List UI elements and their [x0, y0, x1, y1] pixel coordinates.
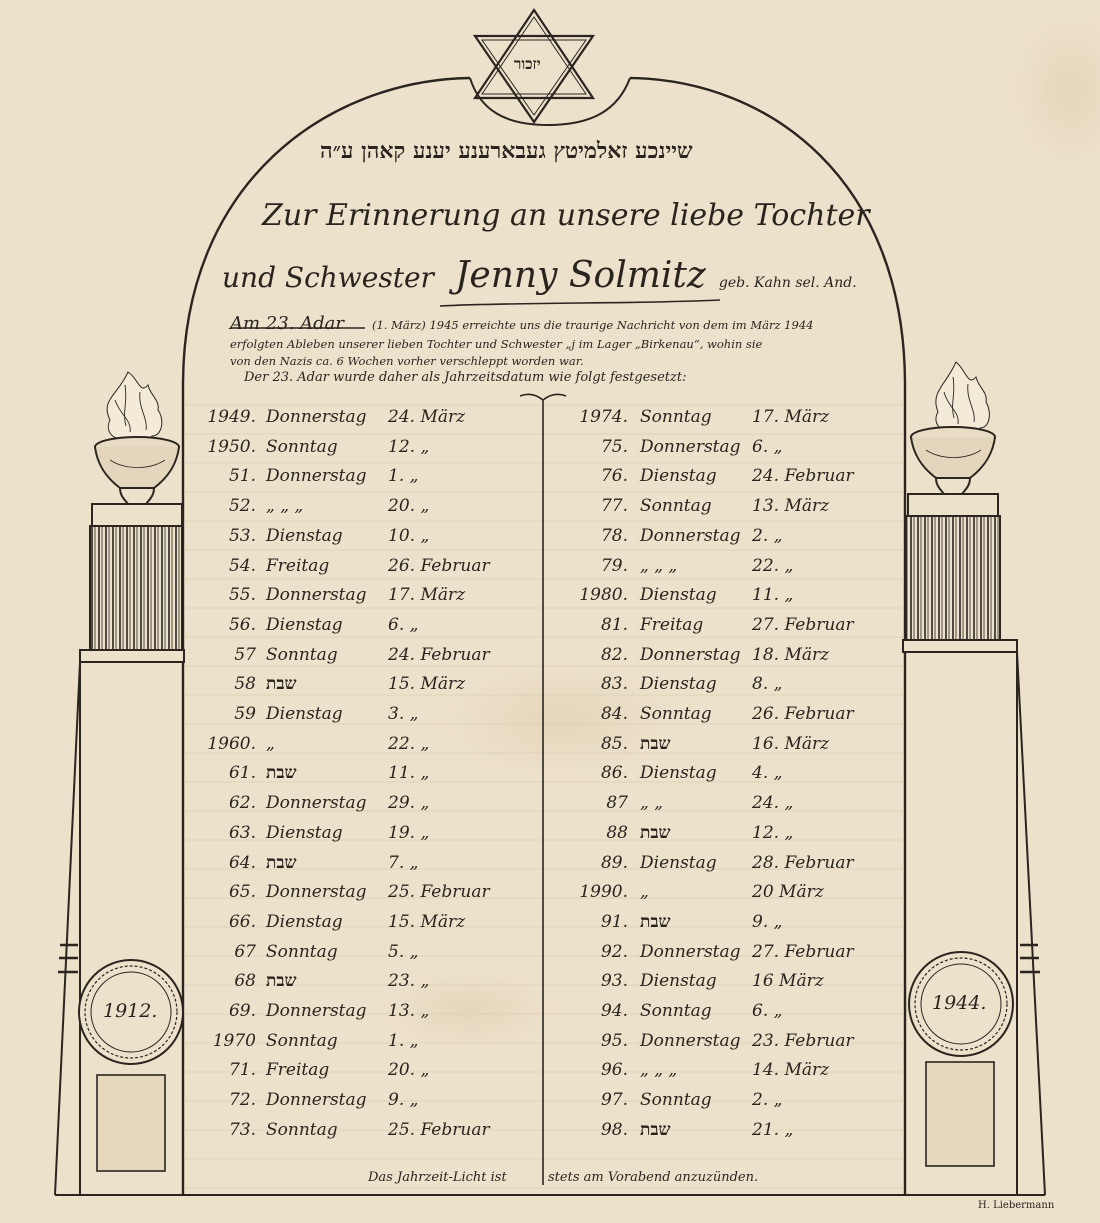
row-year: 51. [228, 466, 256, 487]
row-date: 2. „ [752, 1090, 783, 1111]
row-date: 13. März [752, 496, 830, 517]
row-weekday: Donnerstag [266, 466, 367, 487]
row-date: 27. Februar [752, 614, 854, 635]
row-year: 82. [600, 644, 628, 665]
row-year: 1960. [207, 733, 256, 754]
row-date: 23. Februar [752, 1030, 854, 1051]
row-date: 20 März [752, 882, 824, 903]
row-year: 76. [600, 466, 628, 487]
row-weekday: שבת [266, 971, 297, 992]
row-year: 67 [234, 941, 256, 962]
row-year: 69. [228, 1001, 256, 1021]
row-date: 11. „ [752, 585, 794, 606]
intro-line-1: (1. März) 1945 erreichte uns die traurige Nachricht von dem im März 1944 [372, 318, 814, 332]
row-weekday: שבת [640, 733, 671, 754]
row-date: 4. „ [752, 763, 783, 784]
row-date: 28. Februar [752, 852, 854, 873]
row-year: 97. [600, 1090, 628, 1111]
row-year: 98. [600, 1119, 628, 1140]
row-weekday: Sonntag [266, 941, 338, 962]
row-weekday: שבת [640, 822, 671, 843]
row-year: 1974. [579, 407, 628, 427]
row-weekday: Sonntag [266, 436, 338, 457]
row-date: 14. März [752, 1060, 830, 1081]
row-date: 29. „ [388, 793, 430, 814]
row-weekday: Dienstag [266, 822, 343, 843]
row-weekday: Dienstag [266, 704, 343, 724]
row-year: 1950. [207, 436, 256, 457]
footer-right: stets am Vorabend anzuzünden. [548, 1170, 759, 1185]
birth-year: 1912. [103, 1000, 158, 1022]
honoree-name: Jenny Solmitz [455, 255, 706, 296]
row-date: 17. März [752, 407, 830, 427]
row-date: 3. „ [388, 704, 419, 724]
row-weekday: Freitag [640, 614, 704, 635]
row-date: 12. „ [388, 436, 430, 457]
title-suffix: geb. Kahn sel. And. [718, 275, 857, 291]
row-weekday: Sonntag [266, 1119, 338, 1140]
row-date: 20. „ [388, 496, 430, 517]
row-weekday: Dienstag [640, 971, 717, 992]
row-date: 1. „ [388, 466, 419, 487]
row-weekday: Freitag [266, 555, 330, 576]
row-year: 53. [228, 525, 256, 546]
row-year: 91. [600, 911, 628, 932]
row-year: 66. [228, 911, 256, 932]
row-year: 55. [228, 585, 256, 606]
row-year: 64. [228, 852, 256, 873]
row-weekday: שבת [640, 911, 671, 932]
row-weekday: Dienstag [266, 525, 343, 546]
row-date: 12. „ [752, 822, 794, 843]
row-weekday: Dienstag [266, 911, 343, 932]
row-year: 94. [600, 1001, 628, 1021]
row-year: 52. [228, 496, 256, 517]
row-year: 87 [606, 793, 628, 814]
row-year: 62. [228, 793, 256, 814]
row-weekday: „ „ [640, 793, 664, 814]
row-date: 8. „ [752, 674, 783, 695]
death-year: 1944. [932, 992, 987, 1014]
row-year: 73. [228, 1119, 256, 1140]
row-year: 83. [600, 674, 628, 695]
row-date: 17. März [388, 585, 466, 606]
row-year: 1990. [579, 882, 628, 903]
row-year: 77. [600, 496, 628, 517]
row-date: 24. März [388, 407, 466, 427]
row-year: 1980. [579, 585, 628, 606]
row-weekday: Donnerstag [640, 1030, 741, 1051]
row-date: 21. „ [752, 1119, 794, 1140]
row-weekday: Dienstag [640, 466, 717, 487]
hebrew-dedication: שיינכע זאלמיטץ געבארענע יענע קאהן ע״ה [320, 138, 693, 164]
row-year: 79. [600, 555, 628, 576]
row-year: 59 [234, 704, 256, 724]
row-weekday: שבת [266, 674, 297, 695]
row-weekday: Dienstag [640, 585, 717, 606]
row-date: 16 März [752, 971, 824, 992]
row-year: 72. [228, 1090, 256, 1111]
row-year: 96. [600, 1060, 628, 1081]
row-year: 65. [228, 882, 256, 903]
row-date: 25. Februar [388, 1119, 490, 1140]
row-date: 5. „ [388, 941, 419, 962]
row-year: 54. [228, 555, 256, 576]
row-weekday: Sonntag [640, 704, 712, 724]
row-date: 6. „ [752, 436, 783, 457]
row-year: 71. [228, 1060, 256, 1081]
footer-left: Das Jahrzeit-Licht ist [368, 1170, 507, 1185]
row-year: 68 [234, 971, 256, 992]
row-weekday: Dienstag [640, 852, 717, 873]
row-weekday: „ „ „ [640, 555, 678, 576]
row-weekday: Donnerstag [266, 882, 367, 903]
row-date: 13. „ [388, 1001, 430, 1021]
row-date: 25. Februar [388, 882, 490, 903]
row-weekday: שבת [266, 763, 297, 784]
row-year: 1970 [212, 1030, 256, 1051]
row-date: 7. „ [388, 852, 419, 873]
row-date: 18. März [752, 644, 830, 665]
row-date: 20. „ [388, 1060, 430, 1081]
intro-line-3: von den Nazis ca. 6 Wochen vorher verschleppt worden war. [230, 354, 584, 368]
signature: H. Liebermann [978, 1200, 1055, 1211]
row-year: 85. [600, 733, 628, 754]
row-weekday: Sonntag [640, 407, 712, 427]
row-date: 24. Februar [752, 466, 854, 487]
row-year: 75. [600, 436, 628, 457]
row-date: 23. „ [388, 971, 430, 992]
row-date: 16. März [752, 733, 830, 754]
row-weekday: שבת [266, 852, 297, 873]
row-year: 86. [600, 763, 628, 784]
row-year: 61. [228, 763, 256, 784]
row-weekday: Donnerstag [640, 525, 741, 546]
row-year: 88 [606, 822, 628, 843]
row-date: 10. „ [388, 525, 430, 546]
row-year: 84. [600, 704, 628, 724]
row-date: 26. Februar [752, 704, 854, 724]
row-weekday: Donnerstag [640, 644, 741, 665]
row-year: 89. [600, 852, 628, 873]
intro-line-2: erfolgten Ableben unserer lieben Tochter und Schwester „j im Lager „Birkenau“, wohin sie [230, 337, 763, 351]
row-year: 78. [600, 525, 628, 546]
row-weekday: Sonntag [640, 496, 712, 517]
row-weekday: Donnerstag [640, 436, 741, 457]
title-line-1: Zur Erinnerung an unsere liebe Tochter [262, 198, 870, 233]
row-weekday: שבת [640, 1119, 671, 1140]
row-year: 92. [600, 941, 628, 962]
row-weekday: Sonntag [266, 1030, 338, 1051]
intro-line-4: Der 23. Adar wurde daher als Jahrzeitsdatum wie folgt festgesetzt: [244, 370, 687, 385]
row-weekday: „ [640, 882, 649, 903]
row-date: 19. „ [388, 822, 430, 843]
row-year: 81. [600, 614, 628, 635]
row-date: 11. „ [388, 763, 430, 784]
star-inscription: יזכור [514, 55, 541, 73]
row-date: 15. März [388, 911, 466, 932]
row-weekday: Sonntag [640, 1090, 712, 1111]
row-date: 24. Februar [388, 644, 490, 665]
row-date: 1. „ [388, 1030, 419, 1051]
intro-date: Am 23. Adar [230, 313, 344, 334]
row-year: 63. [228, 822, 256, 843]
row-year: 95. [600, 1030, 628, 1051]
row-date: 2. „ [752, 525, 783, 546]
row-weekday: Donnerstag [266, 1001, 367, 1021]
row-date: 9. „ [752, 911, 783, 932]
row-date: 15. März [388, 674, 466, 695]
row-year: 1949. [207, 407, 256, 427]
row-year: 93. [600, 971, 628, 992]
row-weekday: Freitag [266, 1060, 330, 1081]
row-weekday: Dienstag [640, 674, 717, 695]
row-date: 6. „ [388, 614, 419, 635]
title-prefix: und Schwester [222, 261, 434, 294]
row-weekday: Donnerstag [266, 1090, 367, 1111]
row-weekday: Sonntag [640, 1001, 712, 1021]
row-date: 24. „ [752, 793, 794, 814]
row-weekday: Donnerstag [266, 585, 367, 606]
row-date: 22. „ [388, 733, 430, 754]
row-weekday: Dienstag [640, 763, 717, 784]
row-year: 57 [234, 644, 256, 665]
row-weekday: Sonntag [266, 644, 338, 665]
row-weekday: „ „ „ [266, 496, 304, 517]
title-line-2 [222, 255, 857, 296]
row-date: 26. Februar [388, 555, 490, 576]
row-date: 6. „ [752, 1001, 783, 1021]
row-date: 9. „ [388, 1090, 419, 1111]
row-date: 22. „ [752, 555, 794, 576]
row-weekday: „ „ „ [640, 1060, 678, 1081]
row-weekday: „ [266, 733, 275, 754]
row-weekday: Dienstag [266, 614, 343, 635]
row-weekday: Donnerstag [266, 793, 367, 814]
row-weekday: Donnerstag [640, 941, 741, 962]
row-weekday: Donnerstag [266, 407, 367, 427]
row-year: 56. [228, 614, 256, 635]
row-date: 27. Februar [752, 941, 854, 962]
row-year: 58 [234, 674, 256, 695]
